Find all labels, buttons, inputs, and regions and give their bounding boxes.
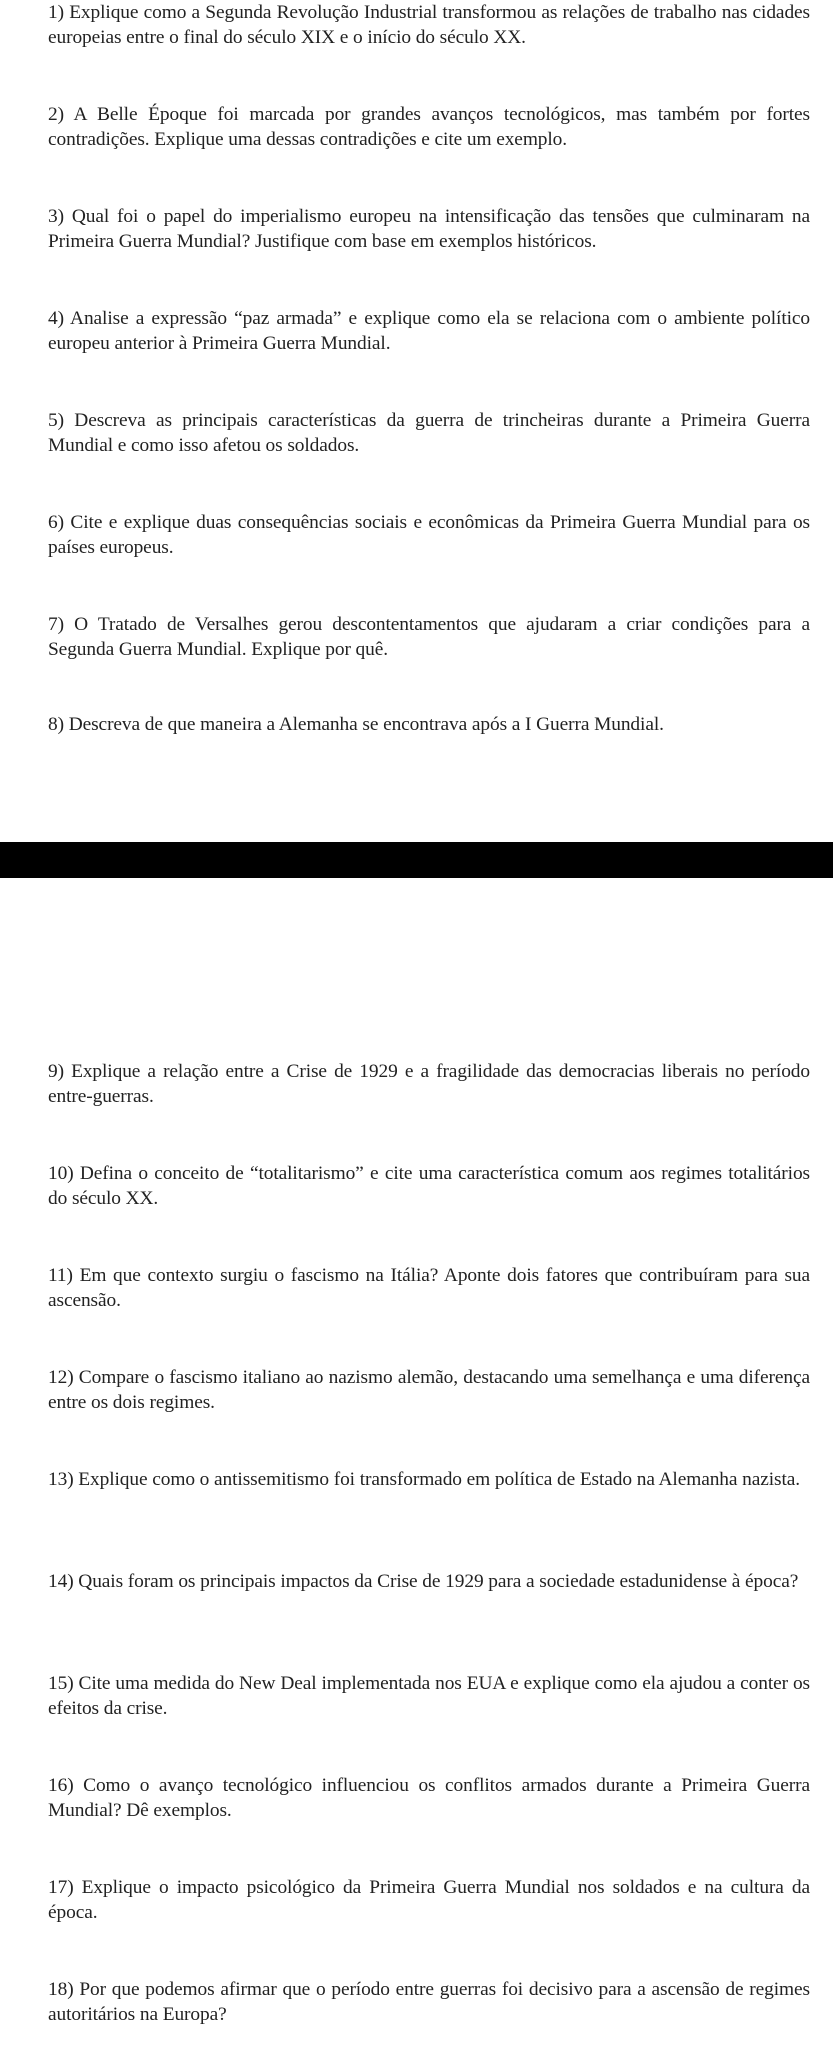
question-17: 17) Explique o impacto psicológico da Primeira Guerra Mundial nos soldados e na cultura da época.	[48, 1877, 810, 1923]
question-12: 12) Compare o fascismo italiano ao nazismo alemão, destacando uma semelhança e uma diferença entre os dois regimes.	[48, 1367, 810, 1413]
question-15: 15) Cite uma medida do New Deal implementada nos EUA e explique como ela ajudou a conter os efeitos da crise.	[48, 1673, 810, 1719]
worksheet-page-bottom	[0, 878, 833, 2046]
question-4: 4) Analise a expressão “paz armada” e explique como ela se relaciona com o ambiente político europeu anterior à Primeira Guerra Mundial.	[48, 308, 810, 354]
question-7: 7) O Tratado de Versalhes gerou descontentamentos que ajudaram a criar condições para a Segunda Guerra Mundial. Explique por quê.	[48, 614, 810, 660]
question-13: 13) Explique como o antissemitismo foi transformado em política de Estado na Alemanha nazista.	[48, 1469, 801, 1490]
question-11: 11) Em que contexto surgiu o fascismo na Itália? Aponte dois fatores que contribuíram para sua ascensão.	[48, 1265, 810, 1311]
question-6: 6) Cite e explique duas consequências sociais e econômicas da Primeira Guerra Mundial para os países europeus.	[48, 512, 810, 558]
question-3: 3) Qual foi o papel do imperialismo europeu na intensificação das tensões que culminaram na Primeira Guerra Mundial? Justifique com base em exemplos históricos.	[48, 206, 810, 252]
question-5: 5) Descreva as principais características da guerra de trincheiras durante a Primeira Guerra Mundial e como isso afetou os soldados.	[48, 410, 810, 456]
question-14: 14) Quais foram os principais impactos da Crise de 1929 para a sociedade estadunidense à época?	[48, 1571, 799, 1592]
question-10: 10) Defina o conceito de “totalitarismo” e cite uma característica comum aos regimes totalitários do século XX.	[48, 1163, 810, 1209]
question-9: 9) Explique a relação entre a Crise de 1929 e a fragilidade das democracias liberais no período entre-guerras.	[48, 1061, 810, 1107]
question-16: 16) Como o avanço tecnológico influenciou os conflitos armados durante a Primeira Guerra Mundial? Dê exemplos.	[48, 1775, 810, 1821]
question-2: 2) A Belle Époque foi marcada por grandes avanços tecnológicos, mas também por fortes contradições. Explique uma dessas contradições e cite um exemplo.	[48, 104, 810, 150]
worksheet-page-top	[0, 0, 833, 842]
question-8: 8) Descreva de que maneira a Alemanha se encontrava após a I Guerra Mundial.	[48, 714, 664, 735]
question-18: 18) Por que podemos afirmar que o período entre guerras foi decisivo para a ascensão de regimes autoritários na Europa?	[48, 1979, 810, 2025]
question-1: 1) Explique como a Segunda Revolução Industrial transformou as relações de trabalho nas cidades europeias entre o final do século XIX e o início do século XX.	[48, 2, 810, 48]
page-divider-bar	[0, 842, 833, 878]
